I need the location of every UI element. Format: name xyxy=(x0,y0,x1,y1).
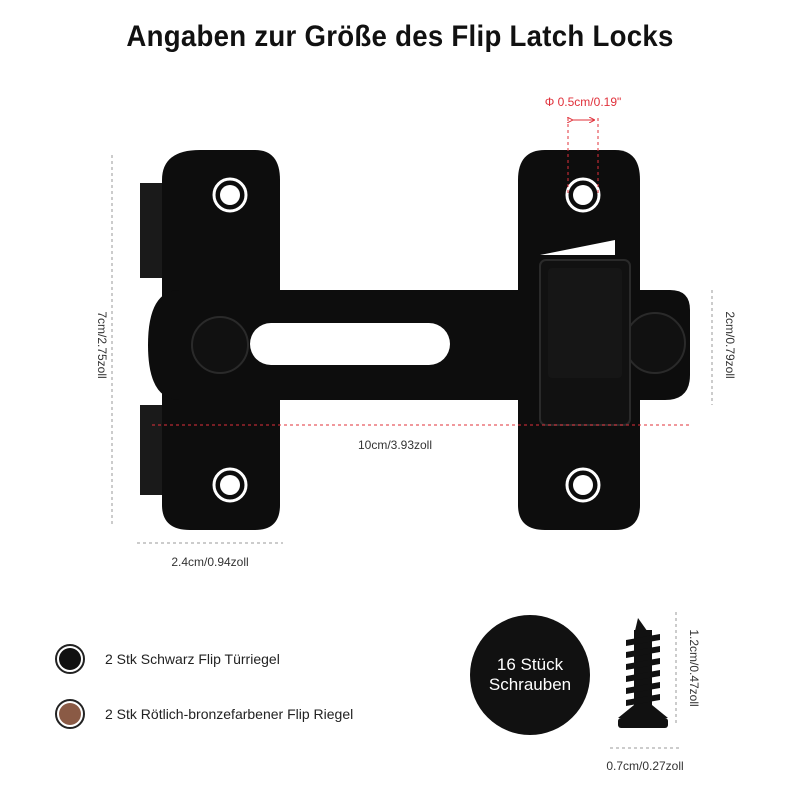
slot xyxy=(250,323,450,365)
badge-line-1: 16 Stück xyxy=(496,655,564,674)
page-title: Angaben zur Größe des Flip Latch Locks xyxy=(126,20,674,53)
screw-width-label: 0.7cm/0.27zoll xyxy=(606,759,684,773)
hole-diameter-label: Φ 0.5cm/0.19" xyxy=(544,95,622,109)
bar-height-dimension xyxy=(712,290,737,405)
legend-text: 2 Stk Rötlich-bronzefarbener Flip Riegel xyxy=(105,706,354,722)
screw-length-label: 1.2cm/0.47zoll xyxy=(687,629,701,707)
keeper-block xyxy=(540,260,630,425)
screw-width-dimension xyxy=(606,748,683,773)
legend-item-black xyxy=(55,644,280,674)
legend-text: 2 Stk Schwarz Flip Türriegel xyxy=(105,651,280,667)
rivet xyxy=(192,317,248,373)
screw-illustration xyxy=(618,618,668,728)
plate-width-label: 2.4cm/0.94zoll xyxy=(171,555,249,569)
bronze-swatch-icon xyxy=(55,699,85,729)
legend-item-bronze xyxy=(55,699,353,729)
screw-length-dimension xyxy=(676,612,701,725)
bar-height-label: 2cm/0.79zoll xyxy=(723,311,737,379)
height-dimension xyxy=(95,155,112,525)
screw-count-badge xyxy=(470,615,590,735)
rivet xyxy=(625,313,685,373)
length-label: 10cm/3.93zoll xyxy=(357,438,433,452)
badge-line-2: Schrauben xyxy=(488,675,572,694)
plate-width-dimension xyxy=(137,543,283,569)
height-label: 7cm/2.75zoll xyxy=(95,311,109,379)
black-swatch-icon xyxy=(55,644,85,674)
